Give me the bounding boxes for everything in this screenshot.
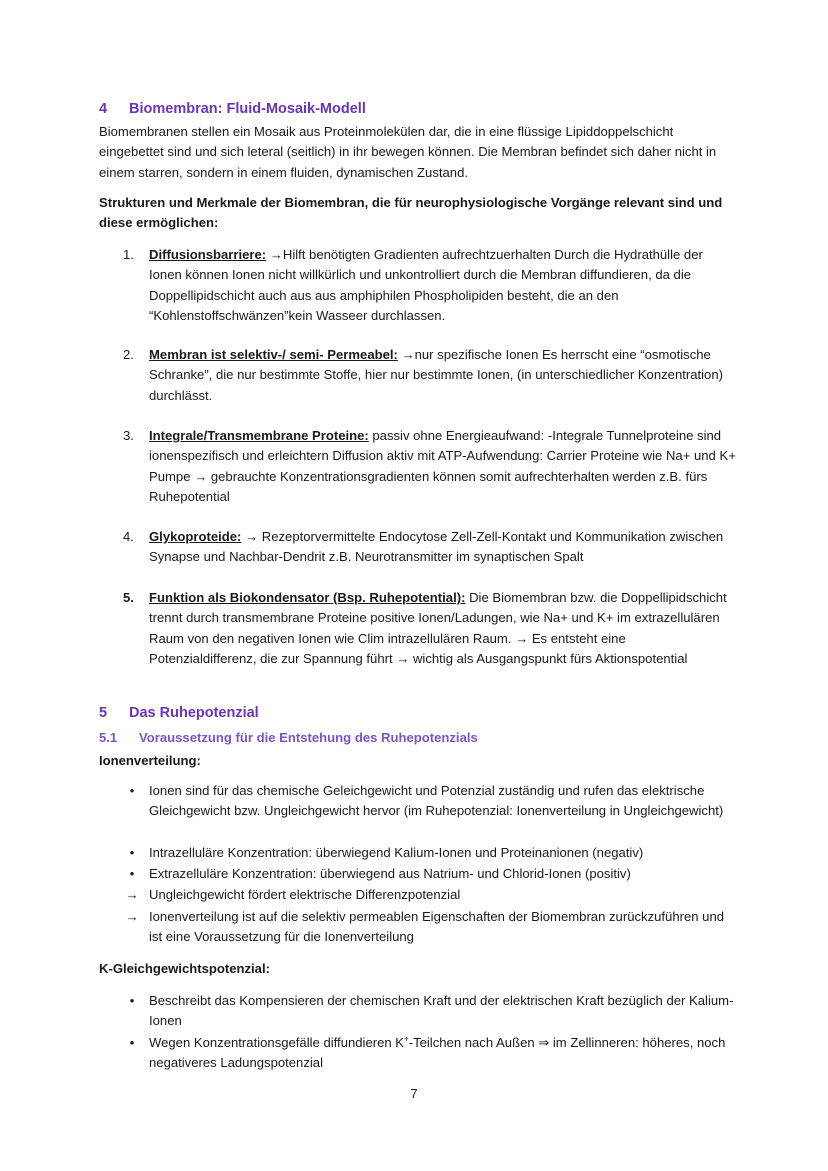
item-text: → Rezeptorvermittelte Endocytose Zell-Zell-Kontakt und Kommunikation zwischen Synapse und Nachbar-Dendrit z.B. Neurotransmitter im synaptischen Spalt <box>149 529 724 565</box>
section-title: Das Ruhepotenzial <box>129 705 259 721</box>
list-item <box>121 864 736 884</box>
item-number: 3. <box>123 428 134 443</box>
section-5-heading <box>99 705 259 721</box>
item-text: →Hilft benötigten Gradienten aufrechtzuerhalten Durch die Hydrathülle der Ionen können Ionen nicht willkürlich und unkontrolliert durch die Membran diffundieren, da die Doppellipidschicht auch aus aus amphiphilen Phospholipiden besteht, die an den “Kohlenstoffschwänzen”kein Wasseer durchlassen. <box>149 247 703 324</box>
list-item <box>121 885 736 905</box>
section-number: 4 <box>99 101 108 117</box>
bullet-icon: • <box>129 993 135 1008</box>
list-item <box>121 345 736 406</box>
section-title: Biomembran: Fluid-Mosaik-Modell <box>129 101 366 117</box>
item-text: Ungleichgewicht fördert elektrische Differenzpotenzial <box>149 887 461 902</box>
list-item <box>121 991 736 1032</box>
item-text: Ionenverteilung ist auf die selektiv permeablen Eigenschaften der Biomembran zurückzuführen und ist eine Voraussetzung für die Ionenverteilung <box>149 909 725 945</box>
item-text-part: -Teilchen nach Außen ⇒ im Zellinneren: höheres, noch negativeres Ladungspotenzial <box>149 1035 726 1071</box>
bullet-icon: • <box>129 845 135 860</box>
item-number: 1. <box>123 247 134 262</box>
section-4-heading <box>99 101 366 117</box>
list-item <box>121 426 736 508</box>
item-text: Ionen sind für das chemische Geleichgewicht und Potenzial zuständig und rufen das elektrische Gleichgewicht bzw. Ungleichgewicht hervor (im Ruhepotenzial: Ionenverteilung in Ungleichgewicht) <box>149 783 724 819</box>
list-item <box>121 907 736 948</box>
list-item <box>121 1033 736 1074</box>
bullet-icon: • <box>129 783 135 798</box>
item-number: 4. <box>123 529 134 544</box>
superscript-charge: + <box>404 1034 409 1044</box>
list-item <box>121 781 736 822</box>
subsection-title: Voraussetzung für die Entstehung des Ruhepotenzials <box>139 730 478 745</box>
subsection-number: 5.1 <box>99 730 118 745</box>
section-number: 5 <box>99 705 108 721</box>
item-label: Membran ist selektiv-/ semi- Permeabel: <box>149 347 398 362</box>
item-label: Glykoproteide: <box>149 529 242 544</box>
bullet-icon: • <box>129 1035 135 1050</box>
bullet-icon: • <box>129 866 135 881</box>
item-number: 2. <box>123 347 134 362</box>
item-text-part: Wegen Konzentrationsgefälle diffundieren K <box>149 1035 405 1050</box>
item-label: Funktion als Biokondensator (Bsp. Ruhepotential): <box>149 590 466 605</box>
item-text: passiv ohne Energieaufwand: -Integrale Tunnelproteine sind ionenspezifisch und erleichtern Diffusion aktiv mit ATP-Aufwendung: Carrier Proteine wie Na+ und K+ Pumpe → gebrauchte Konzentrationsgradienten können somit aufrechterhalten werden z.B. fürs Ruhepotential <box>149 428 736 505</box>
item-text: Extrazelluläre Konzentration: überwiegend aus Natrium- und Chlorid-Ionen (positiv) <box>149 866 631 881</box>
item-label: Integrale/Transmembrane Proteine: <box>149 428 369 443</box>
page-number: 7 <box>410 1086 418 1101</box>
lead-paragraph: Strukturen und Merkmale der Biomembran, die für neurophysiologische Vorgänge relevant sind und diese ermöglichen: <box>99 195 723 231</box>
list-item <box>121 245 736 327</box>
item-text: Die Biomembran bzw. die Doppellipidschicht trennt durch transmembrane Proteine positive Ionen/Ladungen, wie Na+ und K+ im extrazellulären Raum von den negativen Ionen wie Clim intrazellulären Raum. → Es entsteht eine Potenzialdifferenz, die zur Spannung führt → wichtig als Ausgangspunkt fürs Aktionspotential <box>149 590 727 667</box>
list-item <box>121 527 736 568</box>
ion-distribution-heading: Ionenverteilung: <box>99 753 201 768</box>
item-text: →nur spezifische Ionen Es herrscht eine “osmotische Schranke”, die nur bestimmte Stoffe, hier nur bestimmte Ionen, (in unterschiedlicher Konzentration) durchlässt. <box>149 347 723 403</box>
item-text: Intrazelluläre Konzentration: überwiegend Kalium-Ionen und Proteinanionen (negativ) <box>149 845 644 860</box>
list-item <box>121 588 736 670</box>
arrow-icon: → <box>125 909 139 924</box>
intro-paragraph: Biomembranen stellen ein Mosaik aus Proteinmolekülen dar, die in eine flüssige Lipiddoppelschicht eingebettet sind und sich leteral (seitlich) in ihr bewegen können. Die Membran befindet sich daher nicht in einem starren, sondern in einem fluiden, dynamischen Zustand. <box>99 124 717 180</box>
item-text: Beschreibt das Kompensieren der chemischen Kraft und der elektrischen Kraft bezüglich der Kalium-Ionen <box>149 993 734 1029</box>
item-number: 5. <box>123 590 134 605</box>
k-equilibrium-heading: K-Gleichgewichtspotenzial: <box>99 961 270 976</box>
list-item <box>121 843 736 863</box>
arrow-icon: → <box>125 887 139 902</box>
item-text <box>149 1033 736 1074</box>
item-label: Diffusionsbarriere: <box>149 247 267 262</box>
subsection-5-1-heading <box>99 730 478 745</box>
